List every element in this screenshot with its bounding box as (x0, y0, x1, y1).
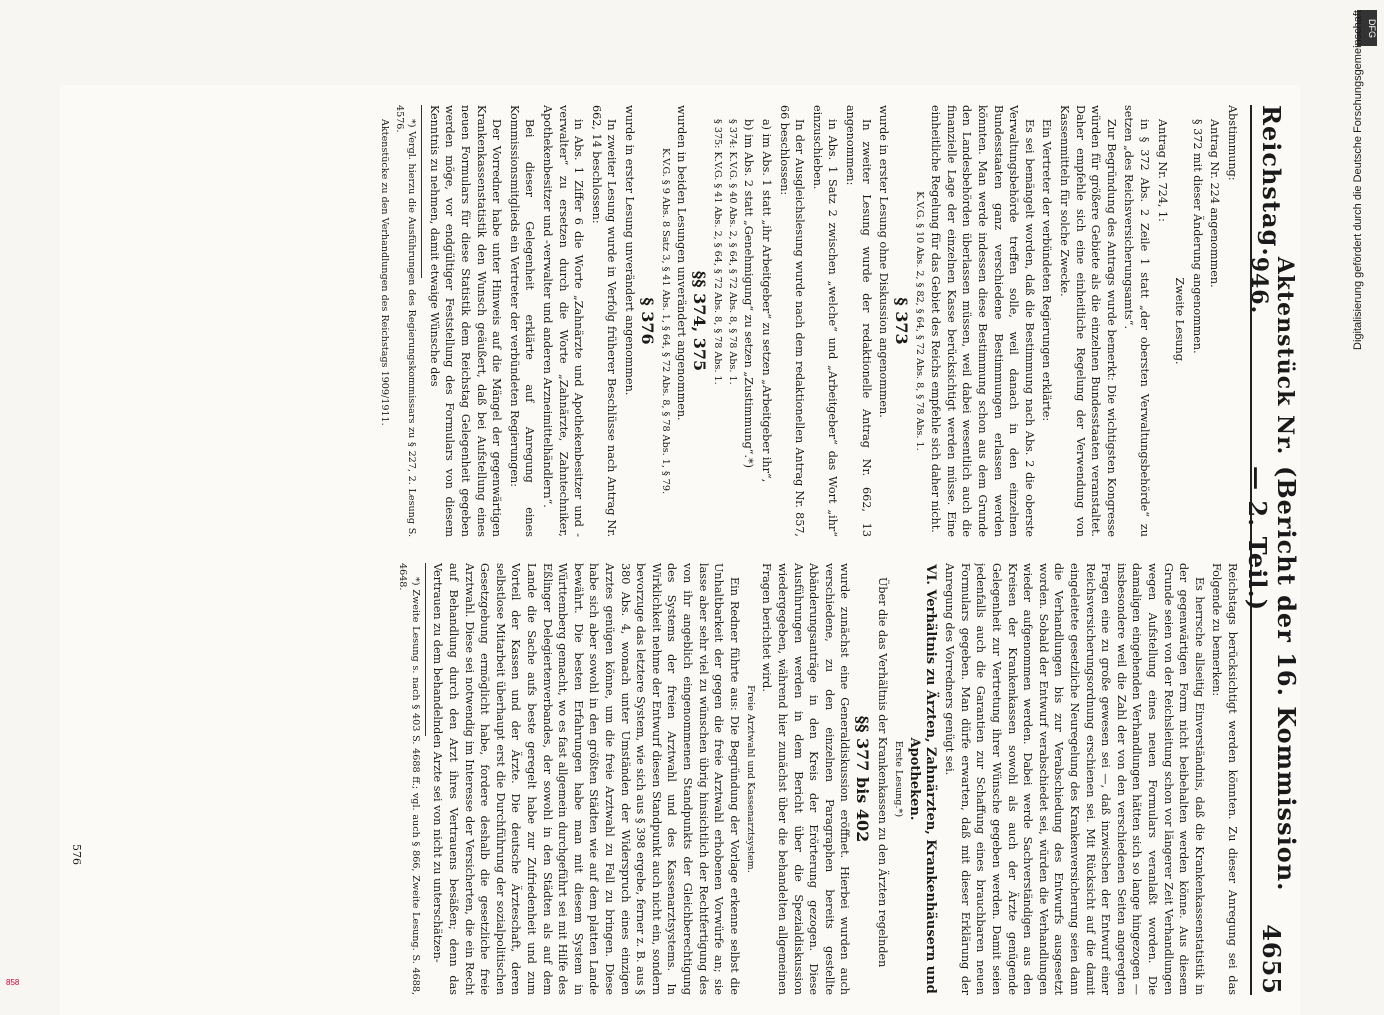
section-heading: § 373 (891, 297, 911, 345)
header-page-number: 4655 (1257, 924, 1287, 995)
reference-line: § 375: K.V.G. § 41 Abs. 2, § 64, § 72 Abs. 8, § 78 Abs. 1. (711, 119, 723, 385)
running-header (1243, 105, 1301, 995)
footnote: *) Vergl. hierzu die Ausführungen des Regierungskommissars zu § 227, 2. Lesung S. 4576. (393, 105, 418, 537)
reference-line: K.V.G. § 9 Abs. 8 Satz 3, § 41 Abs. 1, § 64, § 72 Abs. 8, § 78 Abs. 1, § 79. (659, 147, 671, 495)
paragraph: Bei dieser Gelegenheit erklärte auf Anregung eines Kommissionsmitglieds ein Vertreter der verbündeten Regierungen: (507, 105, 537, 537)
header-title: Aktenstück Nr. 946. (1246, 256, 1298, 456)
column-right (130, 563, 1240, 995)
reference-line: K.V.G. § 10 Abs. 2, § 82, § 64, § 72 Abs. 8, § 78 Abs. 1. (913, 191, 925, 451)
side-credit (1352, 10, 1374, 990)
subheading: Zweite Lesung. (1173, 277, 1187, 365)
section-heading: §§ 374, 375 (689, 270, 709, 372)
paragraph: In der Ausgleichslesung wurde nach dem redaktionellen Antrag Nr. 857, 66 beschlossen: (777, 105, 807, 537)
footnote-rule (425, 563, 426, 736)
dfg-logo: DFG (1357, 10, 1377, 46)
subheading: Erste Lesung.*) (892, 740, 904, 818)
paragraph: In zweiter Lesung wurde in Verfolg früherer Beschlüsse nach Antrag Nr. 662, 14 beschlossen: (589, 105, 619, 537)
paragraph: Reichstags berücksichtigt werden könnten. Zu dieser Anregung sei das Folgende zu bemerken: (1210, 563, 1239, 995)
paragraph: in § 372 Abs. 2 Zeile 1 statt „der obersten Verwaltungsbehörde“ zu setzen „des Reichsversicherungsamts“. (1122, 105, 1152, 537)
footnote-rule (421, 105, 422, 278)
paragraph: wurde in erster Lesung unverändert angenommen. (623, 105, 636, 396)
paragraph: Ein Redner führte aus: Die Begründung der Vorlage erkenne selbst die Unhaltbarkeit der gegen die freie Arztwahl erhobenen Vorwürfe an; sie lasse aber sehr viel zu wünschen übrig hinsichtlich der Rechtfertigung des von ihr angeblich eingenommenen Standpunkts der Gleichberechtigung des Systems der freien Arztwahl und des Kassenarztsystems. In Wirklichkeit nehme der Entwurf diesen Standpunkt auch nicht ein, sondern bevorzuge das letztere System, wie sich aus § 398 ergebe, ferner z. B. aus § 380 Abs. 4, wonach unter Umständen der Widerspruch eines einzigen Arztes genügen könne, um die freie Arztwahl zu Fall zu bringen. Diese habe sich aber sowohl in den größten Städten wie auf dem platten Lande bewährt. Die besten Erfahrungen habe man mit diesem System in Württemberg gemacht, wo es fast allgemein durchgeführt sei mit Hilfe des Eßlinger Delegiertenverbandes, der sowohl in den Städten als auf dem Lande die Sache aufs beste geregelt habe zur Zufriedenheit und zum Vorteil der Kassen und der Ärzte. Die deutsche Ärzteschaft, deren selbstlose Mitarbeit überhaupt erst die Durchführung der sozialpolitischen Gesetzgebung ermöglicht habe, fordere deshalb die gesetzliche freie Arztwahl. Diese sei notwendig im Interesse der Versicherten, die ein Recht auf Behandlung durch den Arzt ihres Vertrauens besäßen; denn das Vertrauen zu dem behandelnden Arzte sei von nicht zu unterschätzen- (431, 563, 741, 995)
paragraph: Abstimmung: (1226, 105, 1239, 181)
column-left (130, 105, 1240, 537)
volume-note: Aktenstücke zu den Verhandlungen des Reichstags 1909/1911. (379, 119, 391, 426)
paragraph: Der Vorredner habe unter Hinweis auf die Mängel der gegenwärtigen Krankenkassenstatistik den Wunsch geäußert, daß bei Aufstellung eines neuen Formulars für diese Statistik dem Reichstag Gelegenheit gegeben werden möge, vor endgültiger Feststellung des Formulars von diesem Kenntnis zu nehmen, damit etwaige Wünsche des (427, 105, 504, 537)
paragraph: Es herrsche allseitig Einverständnis, daß die Krankenkassenstatistik in der gegenwärtigen Form nicht beibehalten werden könne. Aus diesem Grunde seien von der Reichsleitung schon vor längerer Zeit Verhandlungen wegen Aufstellung eines neuen Formulars veranlaßt worden. Die damaligen eingehenden Verhandlungen hätten sich so lange hingezogen — insbesondere weil die Zahl der von den verschiedenen Seiten angeregten Fragen eine zu große gewesen sei —, daß inzwischen der Entwurf einer Reichsversicherungsordnung erschienen sei. Mit Rücksicht auf die damit eingeleitete gesetzliche Neuregelung des Krankenversicherung seien dann die Verhandlungen bis zur Verabschiedung des Entwurfs ausgesetzt worden. Sobald der Entwurf verabschiedet sei, würden die Verhandlungen wieder aufgenommen werden. Dabei werde Sachverständigen aus den Kreisen der Krankenkassen sowohl als auch der Ärzte genügende Gelegenheit zur Vertretung ihrer Wünsche gegeben werden. Damit seien jedenfalls auch die Garantien zur Schaffung eines brauchbaren neuen Formulars gegeben. Man dürfe erwarten, daß mit dieser Erklärung der Anregung des Vorredners genügt sei. (943, 563, 1206, 995)
subheading: Freie Arztwahl und Kassenarztsystem. (744, 685, 756, 873)
bottom-page-number: 576 (70, 844, 83, 865)
paragraph: Über die das Verhältnis der Krankenkassen zu den Ärzten regelnden (875, 577, 889, 968)
paragraph: In zweiter Lesung wurde der redaktionelle Antrag Nr. 662, 13 angenommen: (843, 105, 873, 537)
edge-mark: 858 (6, 978, 20, 987)
paragraph: Antrag Nr. 724, 1: (1155, 119, 1169, 222)
chapter-heading: VI. Verhältnis zu Ärzten, Zahnärzten, Krankenhäusern und Apotheken. (907, 564, 938, 994)
reference-line: § 374: K.V.G. § 40 Abs. 2, § 64, § 72 Abs. 8, § 78 Abs. 1. (726, 119, 738, 385)
paragraph: § 372 mit dieser Änderung angenommen. (1190, 119, 1204, 354)
section-heading: §§ 377 bis 402 (852, 715, 872, 843)
side-credit-text: Digitalisierung gefördert durch die Deutsche Forschungsgemeinschaft (1352, 10, 1364, 350)
header-left: Reichstag. (1257, 105, 1287, 257)
paragraph: in Abs. 1 Ziffer 6 die Worte „Zahnärzte und Apothekenbesitzer und -verwalter“ zu ersetzen durch die Worte „Zahnärzte, Zahntechniker, Apothekenbesitzer und -verwalter und anderen Arzneimittelhändlern“. (541, 105, 586, 537)
paragraph: b) im Abs. 2 statt „Genehmigung“ zu setzen „Zustimmung“.*) (742, 119, 756, 469)
paragraph: Es sei bemängelt worden, daß die Bestimmung nach Abs. 2 die oberste Verwaltungsbehörde treffen solle, weil danach in den einzelnen Bundesstaaten ganz verschiedene Bestimmungen erlassen werden könnten. Man werde indessen diese Bestimmung schon aus dem Grunde den Landesbehörden überlassen müssen, weil dabei wesentlich auch die finanzielle Lage der einzelnen Kasse berücksichtigt werden müsse. Eine einheitliche Regelung für das Gebiet des Reichs empfehle sich daher nicht. (929, 105, 1036, 537)
header-middle: (Bericht der 16. Kommission. — 2. Teil.) (1243, 465, 1301, 892)
document-page (60, 85, 1300, 1015)
section-heading: § 376 (637, 297, 657, 345)
paragraph: a) im Abs. 1 statt „ihr Arbeitgeber“ zu setzen „Arbeitgeber ihr“, (759, 119, 773, 483)
paragraph: in Abs. 1 Satz 2 zwischen „welche“ und „Arbeitgeber“ das Wort „ihr“ einzuschieben. (810, 105, 840, 537)
paragraph: Zur Begründung des Antrags wurde bemerkt: Die wichtigsten Kongresse würden für größere Gebiete als die einzelnen Bundesstaaten veranstaltet. Daher empfehle sich eine einheitliche Regelung der Verwendung von Kassenmitteln für solche Zwecke. (1058, 105, 1118, 537)
paragraph: Ein Vertreter der verbündeten Regierungen erklärte: (1040, 119, 1054, 422)
footnote: *) Zweite Lesung s. nach § 403 S. 4688 ff.; vgl. auch § 866, Zweite Lesung. S. 4688, 4648. (397, 563, 421, 995)
paragraph: Antrag Nr. 224 angenommen. (1208, 119, 1222, 288)
paragraph: wurde zunächst eine Generaldiskussion eröffnet. Hierbei wurden auch verschiedene, zu den einzelnen Paragraphen bereits gestellte Abänderungsanträge in den Kreis der Erörterung gezogen. Diese Ausführungen werden in dem Bericht über die Spezialdiskussion wiedergegeben, während hier zunächst über die behandelten allgemeinen Fragen berichtet wird. (760, 563, 852, 995)
paragraph: wurden in beiden Lesungen unverändert angenommen. (675, 105, 689, 421)
paragraph: wurde in erster Lesung ohne Diskussion angenommen. (877, 105, 891, 418)
